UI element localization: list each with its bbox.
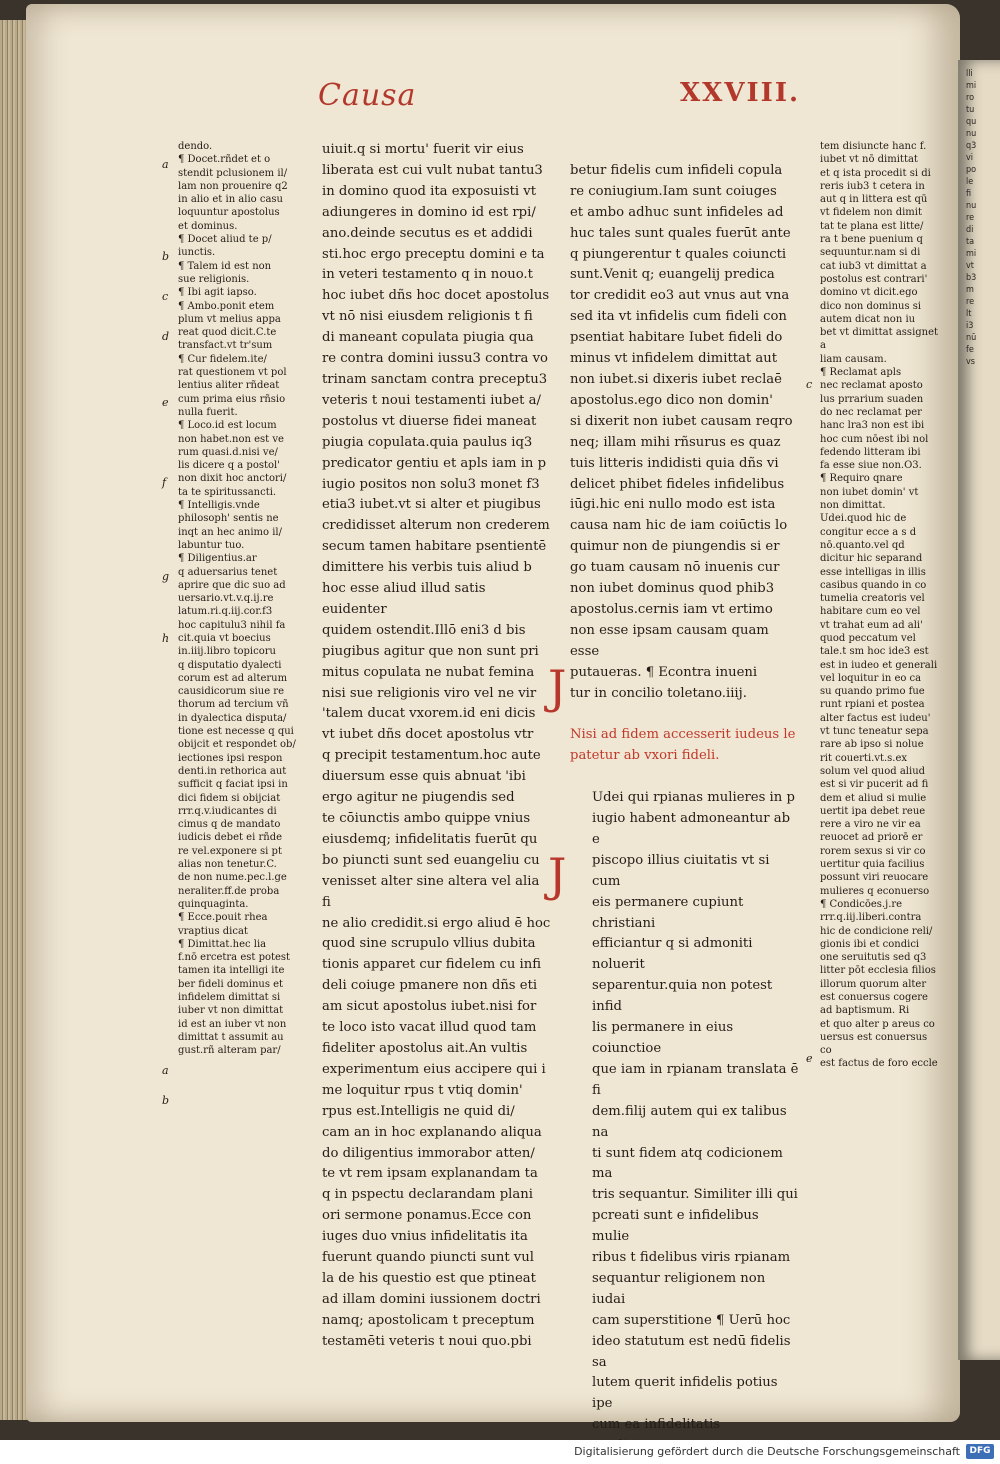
footer-bar [0,1440,1000,1464]
right-page-sliver [958,60,1000,1360]
marginal-marker: c [162,290,169,303]
marginal-marker: a [162,1064,169,1077]
main-text-column-2 [570,140,800,1440]
running-head-causa: Causa [318,78,417,113]
marginal-marker: d [162,330,170,343]
red-initial-I-1: J [548,660,567,714]
marginal-marker: c [806,378,813,391]
marginal-marker: g [162,570,170,583]
red-initial-I-2: J [548,848,567,902]
marginal-marker: a [162,158,169,171]
gloss-column-left: dendo. ¶ Docet.rñdet et o stendit pclusionem il/ lam non prouenire q2 in alio et in alio casu loquuntur apostolus et dominus. ¶ Docet aliud te p/ iunctis. ¶ Talem id est non sue religionis. ¶ Ibi agit iapso. ¶ Ambo.ponit etem plum vt melius appa reat quod dicit.C.te transfact.vt tr'sum ¶ Cur fidelem.ite/ rat questionem vt pol lentius aliter rñdeat cum prima eius rñsio nulla fuerit. ¶ Loco.id est locum non habet.non est ve rum quasi.d.nisi ve/ lis dicere q a postol' non dixit hoc anctori/ ta te spiritussancti. ¶ Intelligis.vnde philosoph' sentis ne inqt an hec animo il/ labuntur tuo. ¶ Diligentius.ar q aduersarius tenet aprire que dic suo ad uersario.vt.v.q.ij.re latum.ri.q.iij.cor.f3 hoc capitulu3 nihil fa cit.quia vt boecius in.iiij.libro topicoru q disputatio dyalecti corum est ad alterum causidicorum siue re thorum ad tercium vñ in dyalectica disputa/ tione est necesse q qui obijcit et respondet ob/ iectiones ipsi respon denti.in rethorica aut sufficit q faciat ipsi in dici fidem si obijciat rrr.q.v.iudicantes di cimus q de mandato iudicis debet ei rñde re vel.exponere si pt alias non tenetur.C. de non nume.pec.l.ge neraliter.ff.de proba quinquaginta. ¶ Ecce.pouit rhea vraptius dicat ¶ Dimittat.hec lia f.nō ercetra est potest tamen ita intelligi ite ber fideli dominus et infidelem dimittat si iuber vt non dimittat id est an iuber vt non dimittat t assumit au gust.rñ alteram par/ [178,141,296,1057]
right-page-text: lli mi ro tu qu nu q3 vi po le fi nu re di ta mi vt b3 m re lt i3 nū fe vs [966,69,977,367]
main-text-col2-part-a: betur fidelis cum infideli copula re coniugium.Iam sunt coiuges et ambo adhuc sunt infideles ad huc tales sunt quales fuerūt ante q piungerentur t quales coiuncti sunt.Venit q; euangelij predica tor credidit eo3 aut vnus aut vna sed ita vt infidelis cum fideli con psentiat habitare Iubet fideli do minus vt infidelem dimittat aut non iubet.si dixeris iubet reclaē apostolus.ego dico non domin' si dixerit non iubet causam reqro neq; illam mihi rñsurus es quaz tuis litteris indidisti quia dñs vi delicet phibet fideles infidelibus iūgi.hic eni nullo modo est ista causa nam hic de iam coiūctis lo quimur non de piungendis si er go tuam causam nō inuenis cur non iubet dominus quod phib3 apostolus.cernis iam vt ertimo non esse ipsam causam quam esse putaueras. ¶ Econtra inueni tur in concilio toletano.iiij. [570,162,793,701]
rubric-heading-1: Nisi ad fidem accesserit iudeus le patetur ab vxori fideli. [570,727,796,764]
funding-credit: Digitalisierung gefördert durch die Deutsche Forschungsgemeinschaft [574,1445,960,1458]
marginal-marker: h [162,632,170,645]
marginal-marker: f [162,476,167,489]
dfg-logo: DFG [966,1444,994,1459]
running-head-number: XXVIII. [680,78,801,108]
main-text-col2-part-b: Udei qui rpianas mulieres in p iugio habent admoneantur ab e piscopo illius ciuitatis vt si cum eis permanere cupiunt christiani efficiantur q si admoniti noluerit separentur.quia non potest infid lis permanere in eius coiunctioe que iam in rpianam translata ē fi dem.filij autem qui ex talibus na ti sunt fidem atq codicionem ma tris sequantur. Similiter illi qui pcreati sunt e infidelibus mulie ribus t fidelibus viris rpianam sequantur religionem non iudai cam superstitione ¶ Uerū hoc ideo statutum est nedū fidelis sa lutem querit infidelis potius ipe cum ea infidelitatis [592,790,799,1433]
marginal-marker: e [806,1052,813,1065]
main-text-column-1: uiuit.q si mortu' fuerit vir eius liberata est cui vult nubat tantu3 in domino quod ita exposuisti vt adiungeres in domino id est rpi/ ano.deinde secutus es et addidi sti.hoc ergo preceptu domini e ta in veteri testamento q in nouo.t hoc iubet dñs hoc docet apostolus vt nō nisi eiusdem religionis t fi di maneant copulata piugia qua re contra domini iussu3 contra vo trinam sanctam contra preceptu3 veteris t noui testamenti iubet a/ postolus vt diuerse fidei maneat piugia copulata.quia paulus iq3 predicator gentiu et apls iam in p iugio positos non solu3 monet f3 etia3 iubet.vt si alter et piugibus credidisset alterum non crederem secum tamen habitare psentientē dimittere his verbis tuis aliud b hoc esse aliud illud satis euidenter quidem ostendit.Illō eni3 d bis piugibus agitur que non sunt pri mitus copulata ne nubat femina nisi sue religionis viro vel ne vir 'talem ducat vxorem.id eni dicis vt iubet dñs docet apostolus vtr q precipit testamentum.hoc aute diuersum esse quis abnuat 'ibi ergo agitur ne piugendis sed te cōiunctis ambo quippe vnius eiusdemq; infidelitatis fuerūt qu bo piuncti sunt sed euangeliu cu venisset alter sine altera vel alia fi ne alio credidit.si ergo aliud ē hoc quod sine scrupulo vllius dubita tionis apparet cur fidelem cu infi deli coiuge pmanere non dñs eti am sicut apostolus iubet.nisi for te loco isto vacat illud quod tam fideliter apostolus ait.An vultis experimentum eius accipere qui i me loquitur rpus t vtiq domin' rpus est.Intelligis ne quid di/ cam an in hoc explanando aliqua do diligentius immorabor atten/ te vt rem ipsam explanandam ta q in pspectu declarandam plani ori sermone ponamus.Ecce con iuges duo vnius infidelitatis ita fuerunt quando piuncti sunt vul la de his questio est que ptineat ad illam domini iussionem doctri namq; apostolicam t preceptum testamēti veteris t noui quo.pbi [322,142,551,1349]
marginal-marker: b [162,250,170,263]
gloss-column-right: tem disiuncte hanc f. iubet vt nō dimittat et q ista procedit si di reris iub3 t cetera in aut q in littera est qū vt fidelem non dimit tat te plana est litte/ ra t bene puenium q sequuntur.nam si di cat iub3 vt dimittat a postolus est contrari' domino vt dicit.ego dico non dominus si autem dicat non iu bet vt dimittat assignet a liam causam. ¶ Reclamat apls nec reclamat aposto lus prrarium suaden do nec reclamat per hanc lra3 non est ibi hoc cum nōest ibi nol fedendo litteram ibi fa esse siue non.O3. ¶ Requiro qnare non iubet domin' vt non dimittat. Udei.quod hic de congitur ecce a s d nō.quanto.vel qd dicitur hic separand esse intelligas in illis casibus quando in co tumelia creatoris vel habitare cum eo vel vt trahat eum ad ali' quod peccatum vel tale.t sm hoc ide3 est est in iudeo et generali vel loquitur in eo ca su quando primo fue runt rpiani et postea alter factus est iudeu' vt tunc teneatur sepa rare ab ipso si nolue rit couerti.vt.s.ex solum vel quod aliud est si vir pucerit ad fi dem et aliud si mulie uertit ipa debet reue rere a viro ne vir ea reuocet ad priorē er rorem sexus si vir co uertitur quia facilius possunt viri reuocare mulieres q econuerso ¶ Condicōes.j.re rrr.q.iij.liberi.contra hic de condicione reli/ gionis ibi et condici one seruitutis sed q3 litter pōt ecclesia filios illorum quorum alter est conuersus cogere ad baptismum. Ri et quo alter p areus co uersus est conuersus co est factus de foro eccle [820,141,939,1070]
marginal-marker: e [162,396,169,409]
marginal-marker: b [162,1094,170,1107]
